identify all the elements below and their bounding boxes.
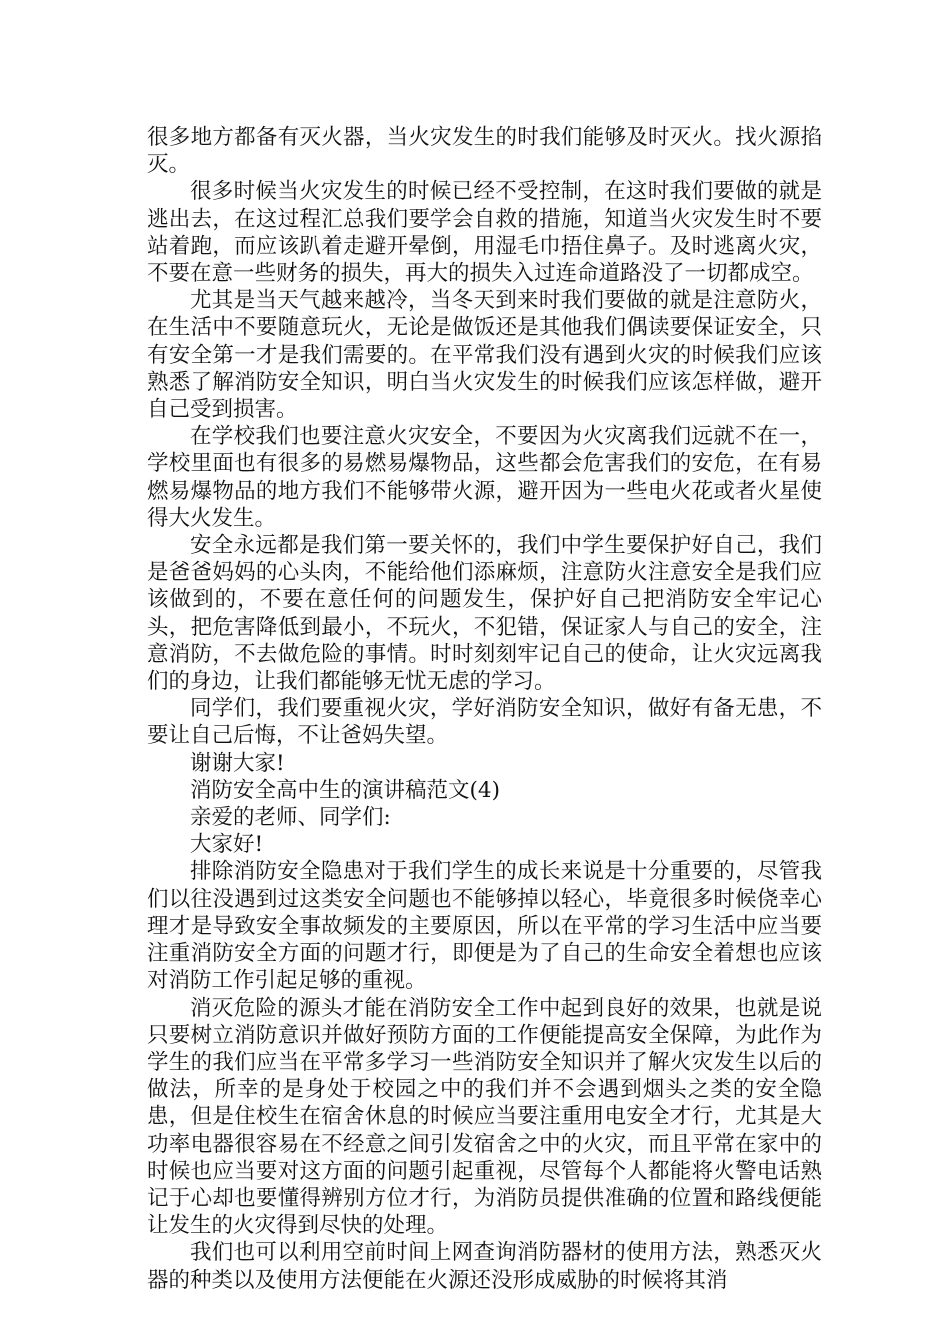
salutation: 亲爱的老师、同学们:: [190, 805, 391, 831]
paragraph: 消灭危险的源头才能在消防安全工作中起到良好的效果，也就是说只要树立消防意识并做好预防方面的工作便能提高安全保障，为此作为学生的我们应当在平常多学习一些消防安全知识并了解火灾发生以后的做法，所幸的是身处于校园之中的我们并不会遇到烟头之类的安全隐患，但是住校生在宿舍休息的时候应当要注重用电安全才行，尤其是大功率电器很容易在不经意之间引发宿舍之中的火灾，而且平常在家中的时候也应当要对这方面的问题引起重视，尽管每个人都能将火警电话熟记于心却也要懂得辨别方位才行，为消防员提供准确的位置和路线便能让发生的火灾得到尽快的处理。: [147, 995, 822, 1239]
paragraph: 很多地方都备有灭火器，当火灾发生的时我们能够及时灭火。找火源掐灭。: [147, 125, 822, 178]
paragraph: 很多时候当火灾发生的时候已经不受控制，在这时我们要做的就是逃出去，在这过程汇总我们要学会自救的措施，知道当火灾发生时不要站着跑，而应该趴着走避开晕倒，用湿毛巾捂住鼻子。及时逃离火灾，不要在意一些财务的损失，再大的损失入过连命道路没了一切都成空。: [147, 179, 822, 287]
paragraph: 排除消防安全隐患对于我们学生的成长来说是十分重要的，尽管我们以往没遇到过这类安全问题也不能够掉以轻心，毕竟很多时候侥幸心理才是导致安全事故频发的主要原因，所以在平常的学习生活中应当要注重消防安全方面的问题才行，即便是为了自己的生命安全着想也应该对消防工作引起足够的重视。: [147, 859, 822, 994]
paragraph: 安全永远都是我们第一要关怀的，我们中学生要保护好自己，我们是爸爸妈妈的心头肉，不能给他们添麻烦，注意防火注意安全是我们应该做到的，不要在意任何的问题发生，保护好自己把消防安全牢记心头，把危害降低到最小，不玩火，不犯错，保证家人与自己的安全，注意消防，不去做危险的事情。时时刻刻牢记自己的使命，让火灾远离我们的身边，让我们都能够无忧无虑的学习。: [147, 533, 822, 695]
document-body: [147, 124, 822, 1294]
paragraph: 尤其是当天气越来越冷，当冬天到来时我们要做的就是注意防火，在生活中不要随意玩火，无论是做饭还是其他我们偶读要保证安全，只有安全第一才是我们需要的。在平常我们没有遇到火灾的时候我们应该熟悉了解消防安全知识，明白当火灾发生的时候我们应该怎样做，避开自己受到损害。: [147, 288, 822, 423]
closing-line: 谢谢大家!: [190, 750, 285, 776]
section-heading: 消防安全高中生的演讲稿范文(4): [190, 777, 500, 803]
paragraph: 在学校我们也要注意火灾安全，不要因为火灾离我们远就不在一，学校里面也有很多的易燃易爆物品，这些都会危害我们的安危，在有易燃易爆物品的地方我们不能够带火源，避开因为一些电火花或者火星使得大火发生。: [147, 424, 822, 531]
greeting: 大家好!: [190, 832, 264, 858]
paragraph: 我们也可以利用空前时间上网查询消防器材的使用方法，熟悉灭火器的种类以及使用方法便能在火源还没形成威胁的时候将其消: [147, 1240, 822, 1293]
paragraph: 同学们，我们要重视火灾，学好消防安全知识，做好有备无患，不要让自己后悔，不让爸妈失望。: [147, 696, 822, 749]
